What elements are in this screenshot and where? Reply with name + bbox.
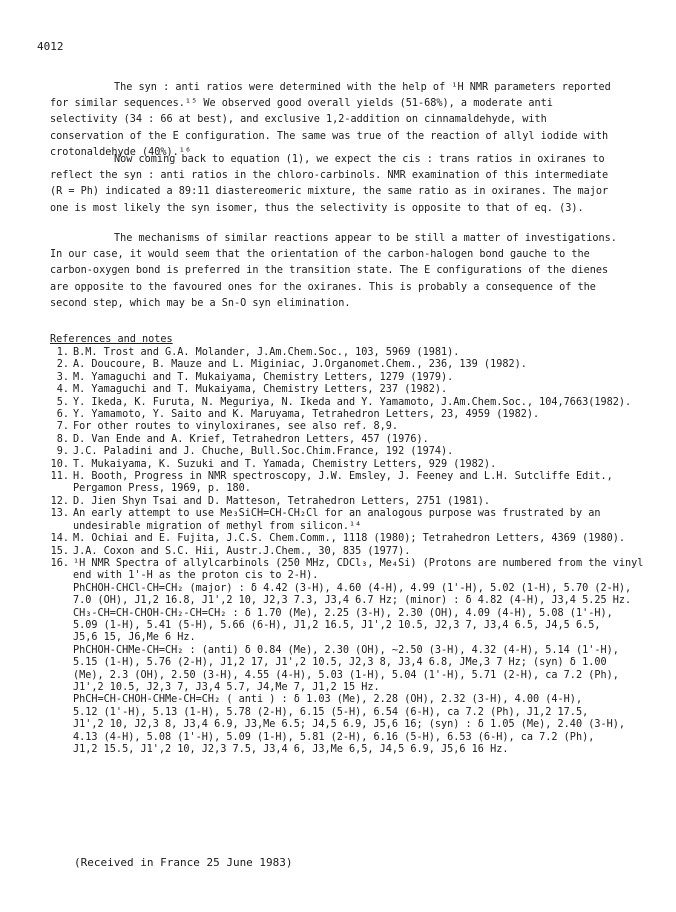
nmr-line: 5.12 (1'-H), 5.13 (1-H), 5.78 (2-H), 6.15 (5-H), 6.54 (6-H), ca 7.2 (Ph), J1,2 17.5, bbox=[73, 706, 589, 718]
nmr-line: J1,2 15.5, J1',2 10, J2,3 7.5, J3,4 6, J3,Me 6,5, J4,5 6.9, J5,6 16 Hz. bbox=[73, 744, 509, 755]
nmr-line: J1',2 10.5, J2,3 7, J3,4 5.7, J4,Me 7, J1,2 15 Hz. bbox=[73, 681, 380, 693]
paragraph-text: The syn : anti ratios were determined with the help of ¹H NMR parameters reported for similar sequences.¹⁵ We observed good overall yields (51-68%), a moderate anti selectivity (34 : 66 at best), and exclusive 1,2-addition on cinnamaldehyde, with conservation of the E configuration. The same was true of the reaction of allyl iodide with crotonaldehyde (40%).¹⁶ bbox=[50, 82, 611, 158]
reference-item bbox=[50, 459, 650, 471]
reference-item bbox=[50, 372, 650, 384]
nmr-line: PhCHOH-CHMe-CH=CH₂ : (anti) δ 0.84 (Me), 2.30 (OH), ~2.50 (3-H), 4.32 (4-H), 5.14 (1'-H), bbox=[73, 644, 619, 656]
ref-text: M. Yamaguchi and T. Mukaiyama, Chemistry Letters, 1279 (1979). bbox=[73, 371, 454, 383]
nmr-data-block bbox=[50, 583, 650, 757]
ref-text: M. Yamaguchi and T. Mukaiyama, Chemistry Letters, 237 (1982). bbox=[73, 384, 448, 396]
nmr-line: PhCHOH-CHCl-CH=CH₂ (major) : δ 4.42 (3-H), 4.60 (4-H), 4.99 (1'-H), 5.02 (1-H), 5.70 (2-H), bbox=[73, 582, 632, 594]
ref-number: 5. bbox=[56, 396, 69, 408]
reference-item bbox=[50, 359, 650, 371]
nmr-line: 5.15 (1-H), 5.76 (2-H), J1,2 17, J1',2 10.5, J2,3 8, J3,4 6.8, JMe,3 7 Hz; (syn) δ 1.00 bbox=[73, 657, 607, 669]
nmr-line: (Me), 2.3 (OH), 2.50 (3-H), 4.55 (4-H), 5.03 (1-H), 5.04 (1'-H), 5.71 (2-H), ca 7.2 (Ph), bbox=[73, 669, 619, 681]
ref-number: 14. bbox=[50, 533, 69, 545]
reference-item bbox=[50, 446, 650, 458]
reference-item bbox=[50, 496, 650, 508]
ref-text: Y. Ikeda, K. Furuta, N. Meguriya, N. Ikeda and Y. Yamamoto, J.Am.Chem.Soc., 104,7663(1982). bbox=[73, 396, 632, 408]
nmr-line: 5.09 (1-H), 5.41 (5-H), 5.66 (6-H), J1,2 16.5, J1',2 10.5, J2,3 7, J3,4 6.5, J4,5 6.5, bbox=[73, 619, 601, 631]
ref-text: For other routes to vinyloxiranes, see also ref. 8,9. bbox=[73, 421, 399, 433]
reference-item bbox=[50, 533, 650, 545]
ref-number: 2. bbox=[56, 359, 69, 371]
ref-number: 7. bbox=[56, 421, 69, 433]
received-date: (Received in France 25 June 1983) bbox=[74, 856, 293, 869]
reference-item bbox=[50, 471, 650, 496]
ref-number: 13. bbox=[50, 508, 69, 520]
nmr-line: J1',2 10, J2,3 8, J3,4 6.9, J3,Me 6.5; J4,5 6.9, J5,6 16; (syn) : δ 1.05 (Me), 2.40 (3-H), bbox=[73, 719, 626, 731]
ref-text: B.M. Trost and G.A. Molander, J.Am.Chem.Soc., 103, 5969 (1981). bbox=[73, 347, 460, 358]
ref-number: 11. bbox=[50, 471, 69, 483]
paragraph-3 bbox=[50, 231, 625, 312]
reference-item bbox=[50, 397, 650, 409]
nmr-line: 4.13 (4-H), 5.08 (1'-H), 5.09 (1-H), 5.81 (2-H), 6.16 (5-H), 6.53 (6-H), ca 7.2 (Ph), bbox=[73, 731, 595, 743]
ref-number: 6. bbox=[56, 409, 69, 421]
ref-text: Y. Yamamoto, Y. Saito and K. Maruyama, Tetrahedron Letters, 23, 4959 (1982). bbox=[73, 409, 540, 421]
paragraph-1 bbox=[50, 80, 625, 161]
reference-item bbox=[50, 508, 650, 533]
nmr-line: J5,6 15, J6,Me 6 Hz. bbox=[73, 632, 196, 644]
nmr-line: PhCH=CH-CHOH-CHMe-CH=CH₂ ( anti ) : δ 1.03 (Me), 2.28 (OH), 2.32 (3-H), 4.00 (4-H), bbox=[73, 694, 583, 706]
ref-number: 15. bbox=[50, 545, 69, 557]
ref-number: 1. bbox=[56, 347, 69, 358]
ref-number: 10. bbox=[50, 458, 69, 470]
ref-text: D. Jien Shyn Tsai and D. Matteson, Tetrahedron Letters, 2751 (1981). bbox=[73, 495, 491, 507]
ref-number: 8. bbox=[56, 433, 69, 445]
ref-text: T. Mukaiyama, K. Suzuki and T. Yamada, Chemistry Letters, 929 (1982). bbox=[73, 458, 497, 470]
reference-item bbox=[50, 421, 650, 433]
page-number: 4012 bbox=[37, 40, 64, 53]
ref-text: J.C. Paladini and J. Chuche, Bull.Soc.Chim.France, 192 (1974). bbox=[73, 446, 454, 458]
ref-number: 12. bbox=[50, 495, 69, 507]
ref-text: An early attempt to use Me₃SiCH=CH-CH₂Cl for an analogous purpose was frustrated by an undesirable migration of methyl from silicon.¹⁴ bbox=[73, 508, 601, 532]
reference-item bbox=[50, 546, 650, 558]
paragraph-2 bbox=[50, 152, 625, 217]
ref-text: H. Booth, Progress in NMR spectroscopy, J.W. Emsley, J. Feeney and L.H. Sutcliffe Edit., Pergamon Press, 1969, p. 180. bbox=[73, 471, 613, 495]
ref-number: 4. bbox=[56, 384, 69, 396]
ref-text: D. Van Ende and A. Krief, Tetrahedron Letters, 457 (1976). bbox=[73, 433, 429, 445]
reference-item bbox=[50, 384, 650, 396]
ref-text: A. Doucoure, B. Mauze and L. Miginiac, J.Organomet.Chem., 236, 139 (1982). bbox=[73, 359, 527, 371]
nmr-line: CH₃-CH=CH-CHOH-CH₂-CH=CH₂ : δ 1.70 (Me), 2.25 (3-H), 2.30 (OH), 4.09 (4-H), 5.08 (1'-H), bbox=[73, 607, 613, 619]
references-heading: References and notes bbox=[50, 334, 173, 345]
ref-text: M. Ochiai and E. Fujita, J.C.S. Chem.Comm., 1118 (1980); Tetrahedron Letters, 4369 (1980). bbox=[73, 533, 626, 545]
paragraph-text: Now coming back to equation (1), we expect the cis : trans ratios in oxiranes to reflect the syn : anti ratios in the chloro-carbinols. NMR examination of this intermediate (R = Ph) indicated a 89:11 diastereomeric mixture, the same ratio as in oxiranes. The major one is most likely the syn isomer, thus the selectivity is opposite to that of eq. (3). bbox=[50, 154, 609, 214]
reference-item bbox=[50, 434, 650, 446]
nmr-line: 7.0 (OH), J1,2 16.8, J1',2 10, J2,3 7.3, J3,4 6.7 Hz; (minor) : δ 4.82 (4-H), J3,4 5.25 Hz. bbox=[73, 595, 632, 607]
references-list bbox=[50, 347, 650, 756]
paragraph-text: The mechanisms of similar reactions appear to be still a matter of investigations. In our case, it would seem that the orientation of the carbon-halogen bond gauche to the carbon-oxygen bond is preferred in the transition state. The E configurations of the dienes are opposite to the favoured ones for the oxiranes. This is probably a consequence of the second step, which may be a Sn-O syn elimination. bbox=[50, 233, 617, 309]
ref-number: 3. bbox=[56, 371, 69, 383]
ref-number: 9. bbox=[56, 446, 69, 458]
reference-item bbox=[50, 409, 650, 421]
ref-number: 16. bbox=[50, 557, 69, 569]
ref-text: J.A. Coxon and S.C. Hii, Austr.J.Chem., 30, 835 (1977). bbox=[73, 545, 411, 557]
reference-item bbox=[50, 347, 650, 359]
ref-text: ¹H NMR Spectra of allylcarbinols (250 MHz, CDCl₃, Me₄Si) (Protons are numbered from the vinyl end with 1'-H as the proton cis to 2-H). bbox=[73, 557, 644, 582]
reference-item bbox=[50, 558, 650, 583]
